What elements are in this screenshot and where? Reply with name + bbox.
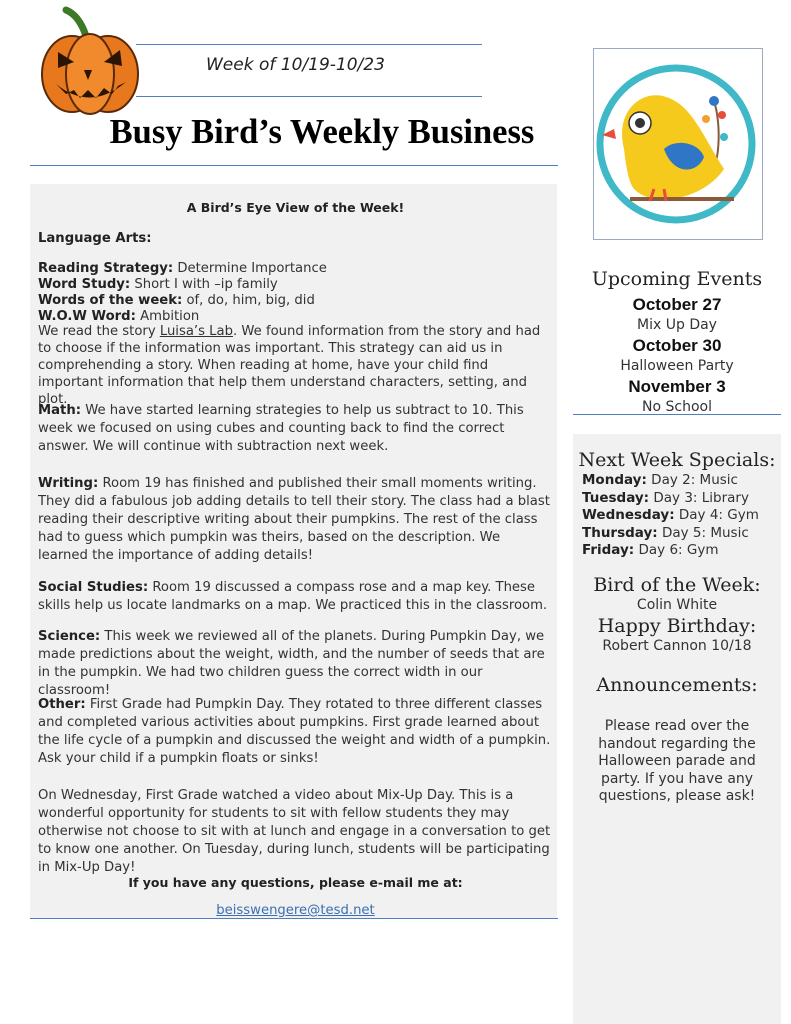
writing-label: Writing: (38, 476, 99, 491)
main-subtitle: A Bird’s Eye View of the Week! (186, 200, 405, 215)
wow-word-label: W.O.W Word: (38, 309, 136, 324)
science-text: This week we reviewed all of the planets. During Pumpkin Day, we made predictions about the weight, width, and the number of seeds that are in the pumpkin. We had two children guess the correct width in our classroom! (38, 629, 545, 698)
specials-item: Friday: Day 6: Gym (582, 542, 719, 558)
mixup-paragraph: On Wednesday, First Grade watched a video about Mix-Up Day. This is a wonderful opportunity for students to sit with fellow students they may otherwise not choose to sit with at lunch and engage in a conversation to get to know one another. On Tuesday, during lunch, students will be participating in Mix-Up Day! (38, 788, 551, 875)
writing-text: Room 19 has finished and published their small moments writing. They did a fabulous job adding details to tell their story. The class had a blast reading their descriptive writing about their pumpkins. The rest of the class had to guess which pumpkin was theirs, based on the description. We learned the importance of adding details! (38, 476, 550, 563)
other-text: First Grade had Pumpkin Day. They rotated to three different classes and completed various activities about pumpkins. First grade learned about the life cycle of a pumpkin and discussed the weight and width of a pumpkin. Ask your child if a pumpkin floats or sinks! (38, 697, 551, 766)
header-rule-bottom (30, 165, 558, 166)
story-intro: We read the story (38, 324, 160, 339)
specials-item: Wednesday: Day 4: Gym (582, 507, 759, 523)
reading-strategy-value: Determine Importance (173, 261, 327, 276)
social-studies-text: Room 19 discussed a compass rose and a map key. These skills help us locate landmarks on a map. We practiced this in the classroom. (38, 580, 548, 613)
event-name: No School (642, 399, 712, 415)
story-paragraph (38, 323, 553, 408)
words-of-week-label: Words of the week: (38, 293, 183, 308)
specials-item: Thursday: Day 5: Music (582, 524, 749, 541)
bird-image-frame (593, 48, 763, 240)
announcement-text: Please read over the handout regarding the Halloween parade and party. If you have any questions, please ask! (598, 718, 756, 804)
event-date: October 30 (632, 336, 722, 355)
other-label: Other: (38, 697, 86, 712)
email-link-wrap (38, 902, 553, 919)
bird-of-week-section (573, 574, 781, 656)
events-rule (573, 414, 781, 415)
writing-paragraph (38, 475, 553, 565)
birthday-name: Robert Cannon 10/18 (602, 638, 752, 654)
questions-line: If you have any questions, please e-mail me at: (128, 875, 463, 890)
story-rest: . We found information from the story and had to choose if the information was important. This strategy can aid us in comprehending a story. When reading at home, have your child find important information that help them understand characters, setting, and plot. (38, 324, 541, 407)
main-content-panel (30, 184, 557, 919)
bird-of-week-name: Colin White (636, 597, 718, 613)
email-link[interactable]: beisswengere@tesd.net (216, 903, 375, 918)
birthday-heading: Happy Birthday: (597, 615, 757, 637)
math-text: We have started learning strategies to help us subtract to 10. This week we focused on using cubes and counting back to find the correct answer. We will continue with subtraction next week. (38, 403, 524, 454)
science-paragraph (38, 628, 553, 700)
sidebar-panel (573, 434, 781, 1024)
week-label: Week of 10/19-10/23 (206, 55, 385, 75)
other-paragraph (38, 696, 553, 768)
main-bottom-rule (30, 918, 558, 919)
upcoming-events-section (573, 267, 781, 417)
reading-strategy-label: Reading Strategy: (38, 261, 174, 276)
specials-list (582, 472, 782, 560)
event-name: Mix Up Day (637, 317, 717, 333)
language-arts-heading: Language Arts: (38, 231, 152, 246)
header-rule-mid (136, 96, 482, 97)
social-studies-label: Social Studies: (38, 580, 149, 595)
bird-icon (594, 49, 762, 239)
reading-strategy-line (38, 260, 553, 277)
pumpkin-icon (36, 4, 144, 116)
science-label: Science: (38, 629, 101, 644)
words-of-week-value: of, do, him, big, did (182, 293, 315, 308)
social-studies-paragraph (38, 579, 553, 615)
header-rule-top (136, 44, 482, 45)
announcements-heading: Announcements: (596, 674, 758, 696)
event-date: October 27 (632, 295, 722, 314)
math-paragraph (38, 402, 553, 456)
event-name: Halloween Party (620, 358, 734, 374)
word-study-label: Word Study: (38, 277, 131, 292)
words-of-week-line (38, 292, 553, 309)
event-date: November 3 (628, 377, 726, 396)
math-label: Math: (38, 403, 81, 418)
upcoming-events-heading: Upcoming Events (591, 268, 763, 290)
bird-of-week-heading: Bird of the Week: (593, 574, 761, 596)
specials-item: Monday: Day 2: Music (582, 472, 738, 488)
word-study-value: Short I with –ip family (130, 277, 278, 292)
word-study-line (38, 276, 553, 293)
specials-heading: Next Week Specials: (578, 449, 776, 471)
story-title: Luisa’s Lab (159, 324, 233, 339)
specials-item: Tuesday: Day 3: Library (582, 489, 749, 506)
wow-word-value: Ambition (135, 309, 200, 324)
page-title: Busy Bird’s Weekly Business (109, 113, 535, 151)
